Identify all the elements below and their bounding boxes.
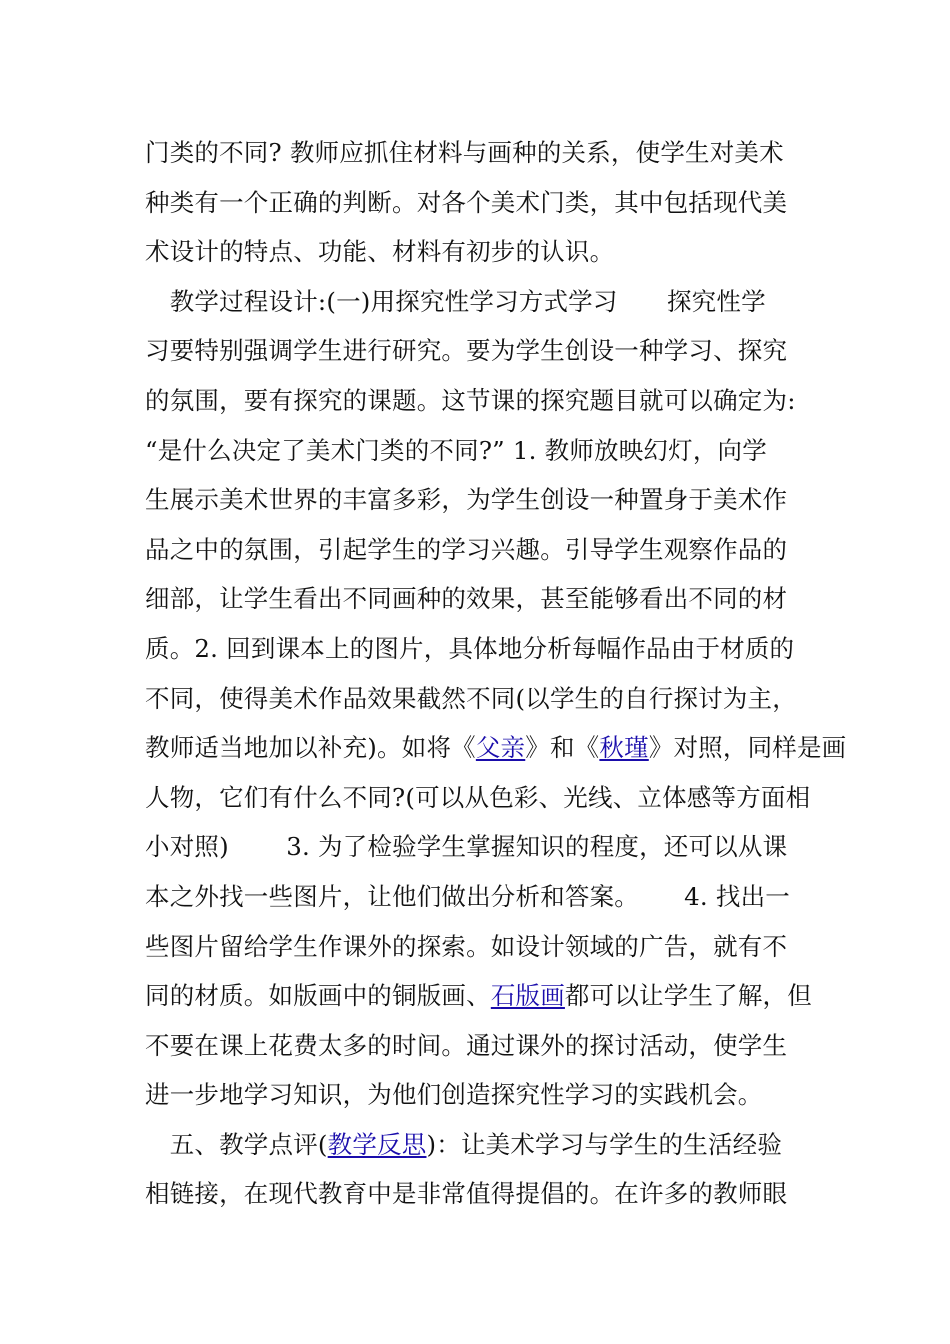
line-text-after: 》对照，同样是画 bbox=[648, 733, 847, 763]
link-jiaoxue-fansi[interactable]: 教学反思 bbox=[327, 1129, 427, 1159]
text-line: 不同，使得美术作品效果截然不同(以学生的自行探讨为主， bbox=[145, 683, 797, 713]
text-line: 品之中的氛围，引起学生的学习兴趣。引导学生观察作品的 bbox=[145, 534, 788, 564]
text-line: 人物，它们有什么不同?(可以从色彩、光线、立体感等方面相 bbox=[145, 782, 811, 812]
link-shibanhua[interactable]: 石版画 bbox=[490, 981, 565, 1011]
line-text-after: )：让美术学习与学生的生活经验 bbox=[426, 1129, 783, 1159]
text-line: 些图片留给学生作课外的探索。如设计领域的广告，就有不 bbox=[145, 931, 788, 961]
line-text-middle: 》和《 bbox=[525, 733, 600, 763]
text-line-with-links bbox=[145, 723, 847, 773]
body-text bbox=[145, 128, 847, 1219]
line-text-before: 五、教学点评( bbox=[145, 1129, 328, 1159]
text-line: 细部，让学生看出不同画种的效果，甚至能够看出不同的材 bbox=[145, 584, 788, 614]
text-line: 习要特别强调学生进行研究。要为学生创设一种学习、探究 bbox=[145, 336, 788, 366]
link-fuqin[interactable]: 父亲 bbox=[475, 733, 526, 763]
text-line-with-link bbox=[145, 1120, 810, 1170]
text-line: “是什么决定了美术门类的不同?” 1. 教师放映幻灯，向学 bbox=[145, 435, 767, 465]
text-line: 质。2. 回到课本上的图片，具体地分析每幅作品由于材质的 bbox=[145, 633, 795, 663]
text-line: 进一步地学习知识，为他们创造探究性学习的实践机会。 bbox=[145, 1080, 763, 1110]
text-line: 本之外找一些图片，让他们做出分析和答案。 4. 找出一 bbox=[145, 881, 790, 911]
line-text-after: 都可以让学生了解，但 bbox=[564, 981, 812, 1011]
text-line: 相链接，在现代教育中是非常值得提倡的。在许多的教师眼 bbox=[145, 1179, 788, 1209]
link-qiujin[interactable]: 秋瑾 bbox=[599, 733, 649, 763]
text-line: 生展示美术世界的丰富多彩，为学生创设一种置身于美术作 bbox=[145, 485, 788, 515]
line-text-before: 教师适当地加以补充)。如将《 bbox=[145, 733, 476, 763]
text-line: 门类的不同? 教师应抓住材料与画种的关系，使学生对美术 bbox=[145, 138, 784, 167]
text-line: 种类有一个正确的判断。对各个美术门类，其中包括现代美 bbox=[145, 187, 788, 217]
text-line: 小对照) 3. 为了检验学生掌握知识的程度，还可以从课 bbox=[145, 832, 788, 862]
text-line: 术设计的特点、功能、材料有初步的认识。 bbox=[145, 237, 615, 267]
text-line: 不要在课上花费太多的时间。通过课外的探讨活动，使学生 bbox=[145, 1030, 788, 1060]
text-line: 的氛围，要有探究的课题。这节课的探究题目就可以确定为: bbox=[145, 385, 796, 415]
text-line: 教学过程设计:(一)用探究性学习方式学习 探究性学 bbox=[145, 286, 766, 316]
line-text-before: 同的材质。如版画中的铜版画、 bbox=[145, 981, 491, 1011]
text-line-with-link bbox=[145, 971, 810, 1021]
